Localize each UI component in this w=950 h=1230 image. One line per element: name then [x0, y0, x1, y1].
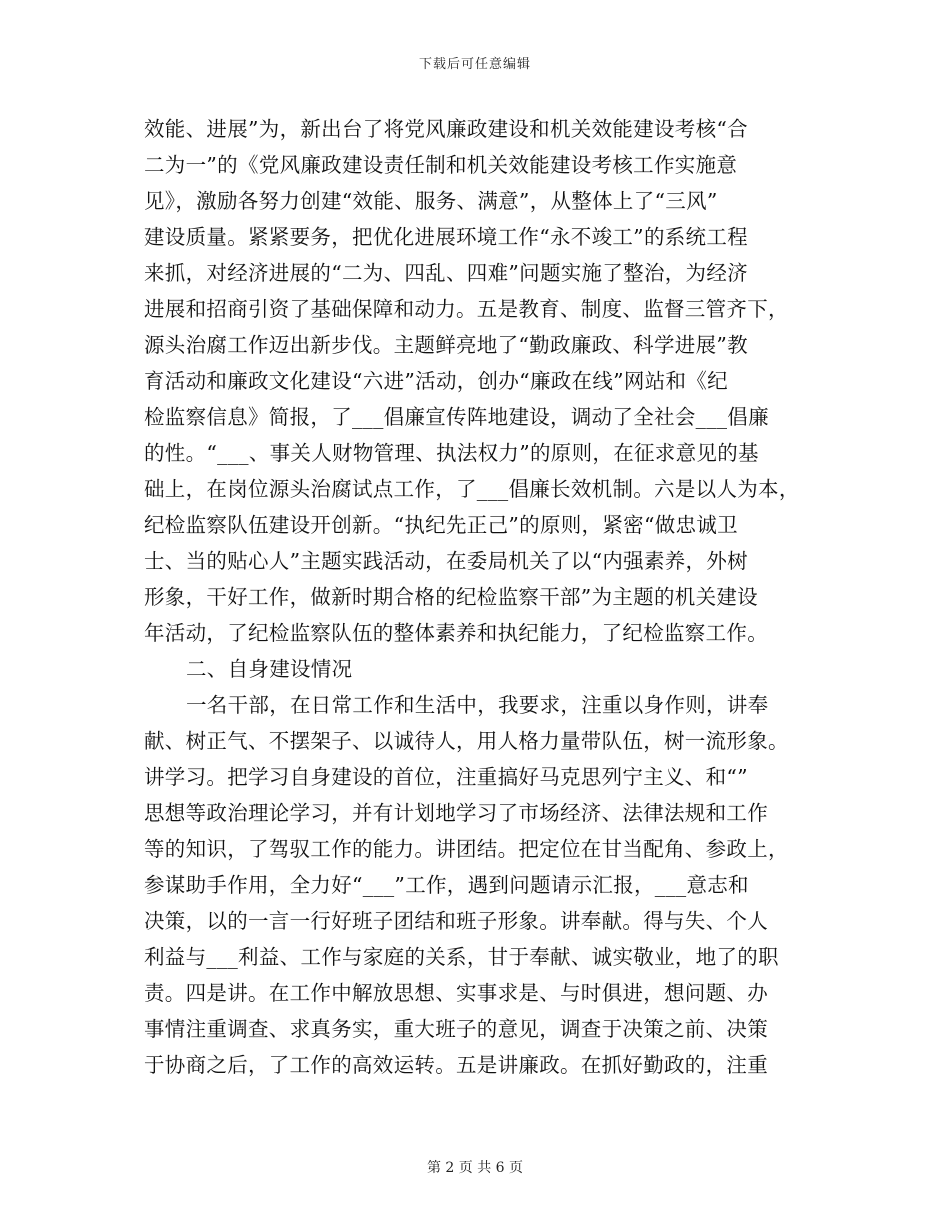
text-line: 参谋助手作用，全力好“___”工作，遇到问题请示汇报，___意志和	[144, 873, 749, 897]
text-line: 讲学习。把学习自身建设的首位，注重搞好马克思列宁主义、和“”	[144, 765, 748, 789]
text-line: 等的知识，了驾驭工作的能力。讲团结。把定位在甘当配角、参政上，	[144, 837, 789, 861]
text-line: 进展和招商引资了基础保障和动力。五是教育、制度、监督三管齐下，	[144, 297, 789, 321]
text-line: 事情注重调查、求真务实，重大班子的意见，调查于决策之前、决策	[144, 1017, 768, 1041]
text-line: 士、当的贴心人”主题实践活动，在委局机关了以“内强素养，外树	[144, 549, 748, 573]
text-line: 决策，以的一言一行好班子团结和班子形象。讲奉献。得与失、个人	[144, 909, 768, 933]
text-line: 责。四是讲。在工作中解放思想、实事求是、与时俱进，想问题、办	[144, 981, 768, 1005]
text-line: 年活动，了纪检监察队伍的整体素养和执纪能力，了纪检监察工作。	[144, 621, 768, 645]
text-line: 利益与___利益、工作与家庭的关系，甘于奉献、诚实敬业，地了的职	[144, 945, 779, 969]
section-heading: 二、自身建设情况	[186, 657, 353, 681]
text-line: 献、树正气、不摆架子、以诚待人，用人格力量带队伍，树一流形象。	[144, 729, 789, 753]
text-line: 思想等政治理论学习，并有计划地学习了市场经济、法律法规和工作	[144, 801, 768, 825]
text-line: 见》，激励各努力创建“效能、服务、满意”，从整体上了“三风”	[144, 189, 718, 213]
page-header: 下载后可任意编辑	[418, 57, 531, 72]
text-line: 纪检监察队伍建设开创新。“执纪先正己”的原则，紧密“做忠诚卫	[144, 513, 738, 537]
text-line: 育活动和廉政文化建设“六进”活动，创办“廉政在线”网站和《纪	[144, 369, 728, 393]
text-line: 源头治腐工作迈出新步伐。主题鲜亮地了“勤政廉政、科学进展”教	[144, 333, 748, 357]
text-line: 二为一”的《党风廉政建设责任制和机关效能建设考核工作实施意	[144, 153, 738, 177]
text-line: 的性。“___、事关人财物管理、执法权力”的原则，在征求意见的基	[144, 441, 759, 465]
document-body	[144, 111, 809, 1083]
paragraph-start-line: 一名干部，在日常工作和生活中，我要求，注重以身作则，讲奉	[186, 693, 769, 717]
text-line: 形象，干好工作，做新时期合格的纪检监察干部”为主题的机关建设	[144, 585, 758, 609]
text-line: 效能、进展”为，新出台了将党风廉政建设和机关效能建设考核“合	[144, 117, 748, 141]
page-number-footer: 第 2 页 共 6 页	[426, 1160, 524, 1176]
text-line: 础上，在岗位源头治腐试点工作，了___倡廉长效机制。六是以人为本，	[144, 477, 800, 501]
text-line: 检监察信息》简报，了___倡廉宣传阵地建设，调动了全社会___倡廉	[144, 405, 769, 429]
text-line: 于协商之后，了工作的高效运转。五是讲廉政。在抓好勤政的，注重	[144, 1053, 768, 1077]
text-line: 来抓，对经济进展的“二为、四乱、四难”问题实施了整治，为经济	[144, 261, 748, 285]
text-line: 建设质量。紧紧要务，把优化进展环境工作“永不竣工”的系统工程	[144, 225, 748, 249]
